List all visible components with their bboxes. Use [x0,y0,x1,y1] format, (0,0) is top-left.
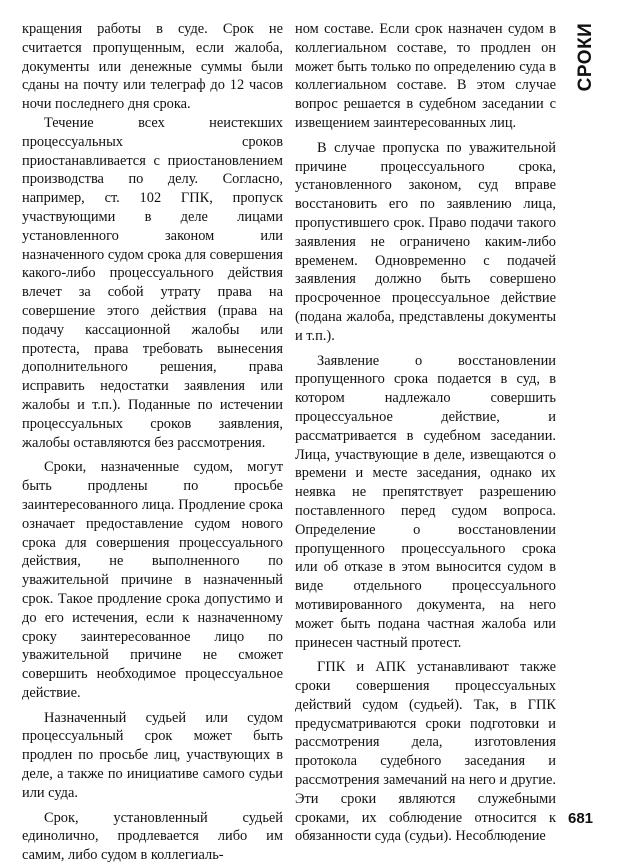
paragraph: кращения работы в суде. Срок не считается пропущенным, если жалоба, документы или денежные суммы были сданы на почту или телеграф до 12 часов ночи последнего дня срока. [22,21,283,113]
paragraph: Срок, установленный судьей единолично, продлевается либо им самим, либо судом в коллегиаль- [22,809,283,864]
section-title: СРОКИ [575,22,596,92]
left-column [22,20,283,865]
paragraph: Назначенный судьей или судом процессуальный срок может быть продлен по просьбе лиц, участвующих в деле, а также по инициативе самого судьи или суда. [22,709,283,801]
paragraph: ном составе. Если срок назначен судом в коллегиальном составе, то продлен он может быть только по определению суда в коллегиальном составе. В этом случае вопрос решается в судебном заседании с извещением заинтересованных лиц. [295,21,556,131]
paragraph: Течение всех неистекших процессуальных сроков приостанавливается с приостановлением производства по делу. Согласно, например, ст. 102 ГПК, пропуск участвующими в деле лицами установленного законом или назначенного судом срока для совершения какого-либо процессуального действия влечет за собой утрату права на совершение этого действия (права на подачу кассационной жалобы или протеста, права требовать вынесения дополнительного решения, права исправить недостатки заявления или жалобы и т.п.). Поданные по истечении процессуальных сроков заявления, жалобы оставляются без рассмотрения. [22,114,283,451]
paragraph: ГПК и АПК устанавливают также сроки совершения процессуальных действий судом (судьей). Так, в ГПК предусматриваются сроки подготовки и рассмотрения дела, изготовления протокола судебного заседания и рассмотрения замечаний на него и другие. Эти сроки являются служебными сроками, их соблюдение относится к обязанности суда (судьи). Несоблюдение [295,659,556,845]
paragraph: Заявление о восстановлении пропущенного срока подается в суд, в котором надлежало совершить процессуальное действие, и рассматривается в судебном заседании. Лица, участвующие в деле, извещаются о времени и месте заседания, однако их неявка не препятствует разрешению поставленного перед судом вопроса. Определение о восстановлении пропущенного процессуального срока или об отказе в этом выносится судом в виде отдельного процессуального мотивированного документа, на него может быть подана частная жалоба или принесен частный протест. [295,352,556,651]
section-sidebar [566,22,606,92]
page-number: 681 [568,810,594,827]
paragraph: Сроки, назначенные судом, могут быть продлены по просьбе заинтересованного лица. Продление срока означает предоставление судом нового срока для совершения процессуального действия, не выполненного по уважительной причине в назначенный срок. Такое продление срока допустимо и до его истечения, если к назначенному сроку заинтересованное лицо по уважительной причине не сможет совершить необходимое процессуальное действие. [22,459,283,701]
right-column [295,20,556,846]
paragraph: В случае пропуска по уважительной причине процессуального срока, установленного законом, суд вправе восстановить его по заявлению лица, пропустившего срок. Право подачи такого заявления не ограничено каким-либо временем. Одновременно с подачей заявления должно быть совершено просроченное процессуальное действие (подана жалоба, представлены документы и т.п.). [295,139,556,344]
